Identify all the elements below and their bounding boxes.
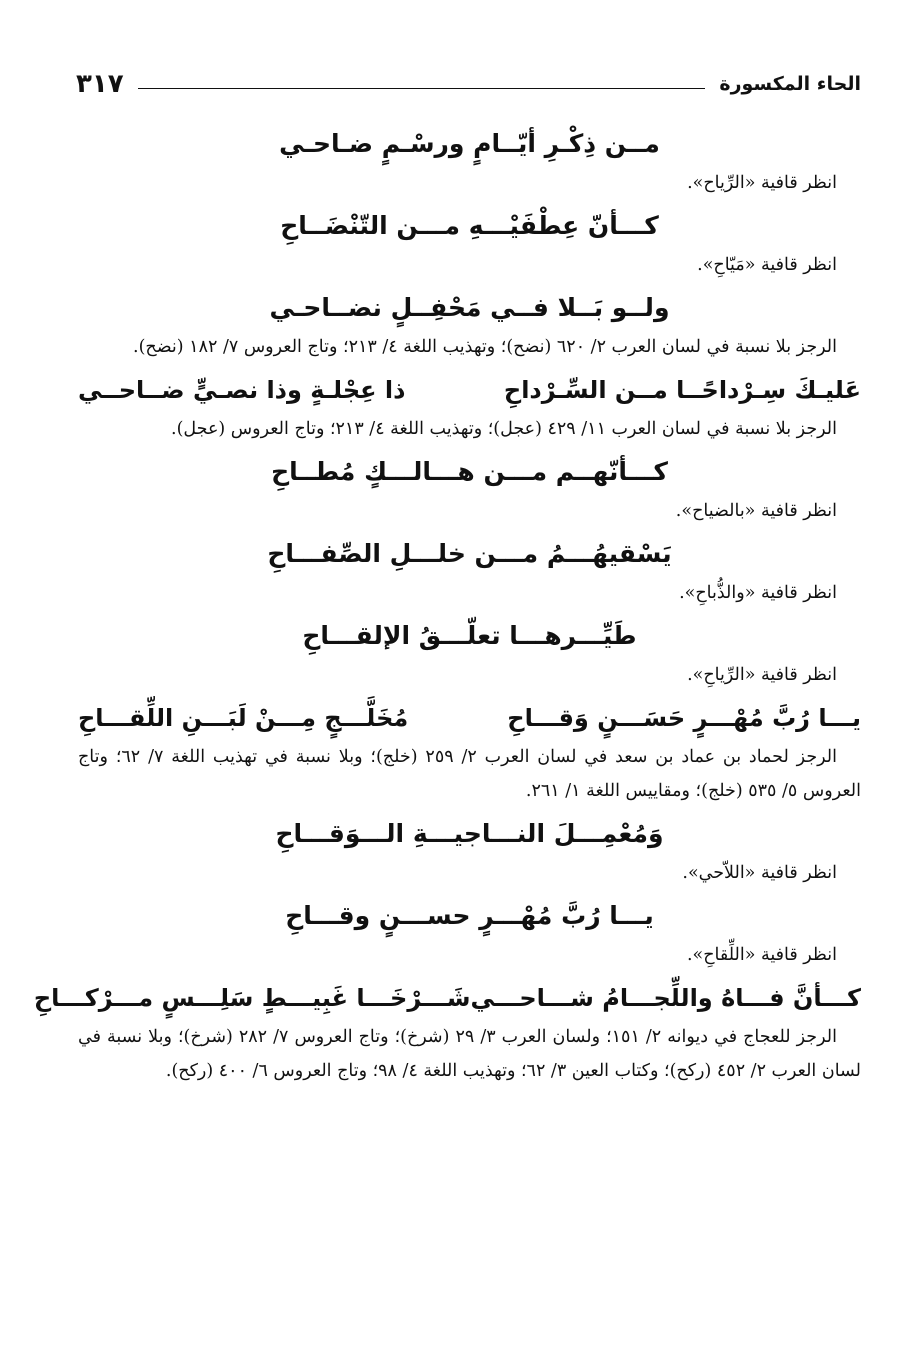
verse-line: يَسْقيهُـــمُ مـــن خلـــلِ الصِّفـــاحِ	[267, 539, 672, 568]
verse-hemistich-second: ذا عِجْلـةٍ وذا نصـيٍّ ضــاحــي	[78, 376, 406, 404]
reference-note: انظر قافية «بالضياح».	[675, 501, 837, 521]
source-paragraph: الرجز بلا نسبة في لسان العرب ٢/ ٦٢٠ (نضح)؛ وتهذيب اللغة ٤/ ٢١٣؛ وتاج العروس ٧/ ١٨٢ (نضح).	[133, 337, 837, 357]
reference-note: انظر قافية «اللِّقاحِ».	[686, 945, 837, 965]
verse-hemistich-first: عَليـكَ سِـرْداحًــا مــن السِّـرْداحِ	[503, 376, 861, 404]
page-header	[76, 66, 861, 102]
reference-note: انظر قافية «والذُّباحِ».	[679, 583, 837, 603]
verse-line: كـــأنّهــم مـــن هـــالـــكٍ مُطــاحِ	[271, 457, 668, 486]
verse-line: كـــأنّ عِطْفَيْـــهِ مـــن التّنْضَــاحِ	[280, 211, 659, 240]
page-number: ٣١٧	[76, 69, 124, 99]
verse-line: وَمُعْمِـــلَ النـــاجيـــةِ الـــوَقـــاحِ	[275, 819, 664, 848]
reference-note: انظر قافية «اللاّحي».	[682, 863, 837, 883]
running-title: الحاء المكسورة	[719, 73, 861, 95]
verse-couplet	[78, 370, 861, 410]
verse-line: ولــو بَــلا فــي مَحْفِــلٍ نضــاحـي	[269, 293, 670, 322]
verse-line: مــن ذِكْـرِ أيّــامٍ ورسْـمٍ ضـاحـي	[279, 129, 660, 158]
verse-hemistich-second: مُخَلَّـــجٍ مِـــنْ لَبَـــنِ اللِّقـــاحِ	[78, 704, 409, 732]
verse-line: يـــا رُبَّ مُهْـــرٍ حســـنٍ وقـــاحِ	[285, 901, 654, 930]
source-paragraph: الرجز بلا نسبة في لسان العرب ١١/ ٤٢٩ (عجل)؛ وتهذيب اللغة ٤/ ٢١٣؛ وتاج العروس (عجل).	[171, 419, 837, 439]
verse-hemistich-second: شَـــرْخَـــا غَبِيـــطٍ سَلِـــسٍ مـــرْكـــاحِ	[33, 984, 471, 1012]
verse-line: طَيِّـــرهـــا تعلّـــقُ الإلقـــاحِ	[302, 621, 637, 650]
source-paragraph: الرجز للعجاج في ديوانه ٢/ ١٥١؛ ولسان العرب ٣/ ٢٩ (شرخ)؛ وتاج العروس ٧/ ٢٨٢ (شرخ)؛ وبلا نسبة في لسان العرب ٢/ ٤٥٢ (ركح)؛ وكتاب العين ٣/ ٦٢؛ وتهذيب اللغة ٤/ ٩٨؛ وتاج العروس ٦/ ٤٠٠ (ركح).	[78, 1027, 861, 1081]
header-rule	[138, 88, 706, 89]
verse-hemistich-first: كـــأنَّ فـــاهُ واللِّجـــامُ شـــاحـــي	[470, 984, 861, 1012]
source-paragraph: الرجز لحماد بن عماد بن سعد في لسان العرب ٢/ ٢٥٩ (خلج)؛ وبلا نسبة في تهذيب اللغة ٧/ ٦٢؛ وتاج العروس ٥/ ٥٣٥ (خلج)؛ ومقاييس اللغة ١/ ٢٦١.	[78, 747, 861, 801]
page-content	[33, 118, 861, 1088]
reference-note: انظر قافية «الرِّياحِ».	[687, 665, 837, 685]
verse-hemistich-first: يـــا رُبَّ مُهْـــرٍ حَسَـــنٍ وَقـــاحِ	[507, 704, 861, 732]
verse-couplet	[33, 978, 861, 1018]
reference-note: انظر قافية «الرِّياح».	[687, 173, 837, 193]
verse-couplet	[78, 698, 861, 738]
reference-note: انظر قافية «مَيّاحِ».	[697, 255, 837, 275]
